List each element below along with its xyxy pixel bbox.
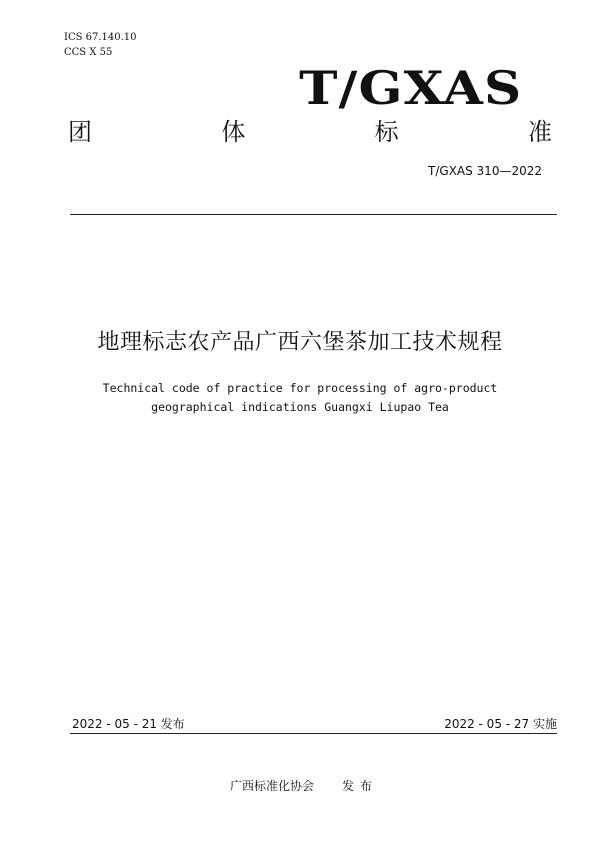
header-divider	[70, 214, 557, 215]
publish-action: 发布	[342, 779, 379, 793]
publisher-name: 广西标准化协会	[230, 779, 315, 793]
english-title-line: Technical code of practice for processing of agro-product	[102, 381, 498, 395]
ics-code: ICS 67.140.10	[64, 32, 137, 43]
issue-date: 2022 - 05 - 21 发布	[72, 717, 185, 731]
standard-type	[68, 117, 552, 147]
implementation-date: 2022 - 05 - 27 实施	[444, 717, 557, 731]
ccs-code: CCS X 55	[64, 47, 113, 58]
standard-logo: T/GXAS	[298, 61, 522, 115]
standard-type-char: 团	[68, 118, 92, 146]
standard-number: T/GXAS 310—2022	[428, 164, 542, 178]
publisher-line	[230, 778, 378, 794]
standard-type-char: 体	[221, 118, 246, 146]
document-title-chinese: 地理标志农产品广西六堡茶加工技术规程	[97, 330, 503, 355]
standard-type-char: 标	[374, 118, 399, 146]
document-title-english	[0, 379, 600, 417]
standard-type-char: 准	[527, 118, 552, 146]
classification-codes	[64, 30, 137, 60]
english-title-line: geographical indications Guangxi Liupao Tea	[151, 400, 449, 414]
footer-divider	[70, 733, 557, 734]
